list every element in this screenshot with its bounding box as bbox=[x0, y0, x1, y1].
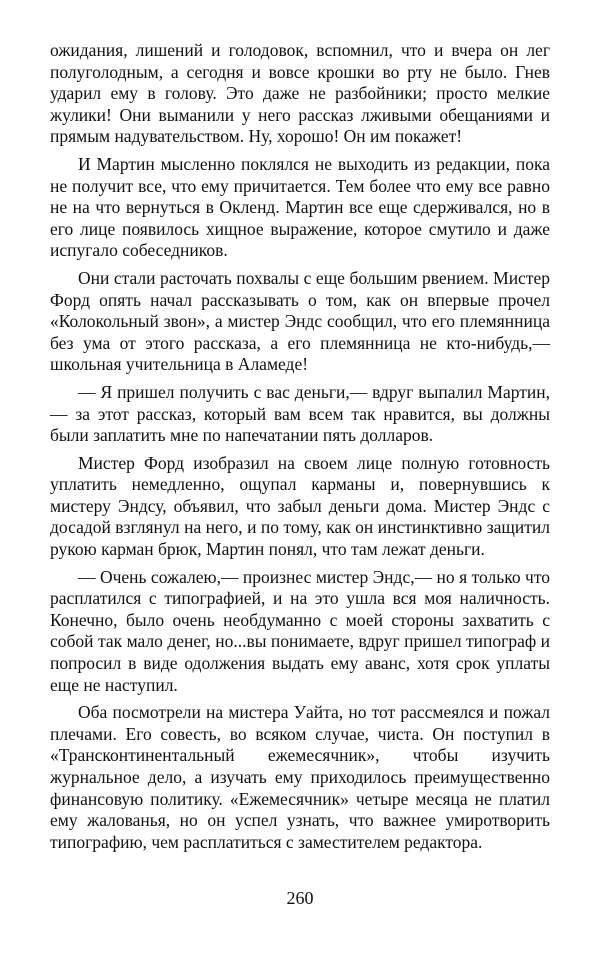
page-body bbox=[50, 40, 550, 859]
paragraph: Они стали расточать похвалы с еще большим рвением. Мистер Форд опять начал рассказывать о том, как он впервые прочел «Колокольный звон», а мистер Эндс сообщил, что его племянница без ума от этого рассказа, а его племянница не кто-нибудь,— школьная учительница в Аламеде! bbox=[50, 267, 550, 375]
paragraph: Мистер Форд изобразил на своем лице полную готовность уплатить немедленно, ощупал карманы и, повернувшись к мистеру Эндсу, объявил, что забыл деньги дома. Мистер Эндс с досадой взглянул на него, и по тому, как он инстинктивно защитил рукою карман брюк, Мартин понял, что там лежат деньги. bbox=[50, 452, 550, 560]
paragraph: И Мартин мысленно поклялся не выходить из редакции, пока не получит все, что ему причитается. Тем более что ему все равно не на что вернуться в Окленд. Мартин все еще сдерживался, но в его лице появилось хищное выражение, которое смутило и даже испугало собеседников. bbox=[50, 153, 550, 261]
dialogue-paragraph: — Я пришел получить с вас деньги,— вдруг выпалил Мартин,— за этот рассказ, который вам всем так нравится, вы должны были заплатить мне по напечатании пять долларов. bbox=[50, 381, 550, 446]
dialogue-paragraph: — Очень сожалею,— произнес мистер Эндс,— но я только что расплатился с типографией, и на это ушла вся моя наличность. Конечно, было очень необдуманно с моей стороны захватить с собой так мало денег, но...вы понимаете, вдруг пришел типограф и попросил в виде одолжения выдать ему аванс, хотя срок уплаты еще не наступил. bbox=[50, 566, 550, 695]
paragraph: Оба посмотрели на мистера Уайта, но тот рассмеялся и пожал плечами. Его совесть, во всяком случае, чиста. Он поступил в «Трансконтинентальный ежемесячник», чтобы изучить журнальное дело, а изучать ему приходилось преимущественно финансовую политику. «Ежемесячник» четыре месяца не платил ему жалованья, но он успел узнать, что важнее умиротворить типографию, чем расплатиться с заместителем редактора. bbox=[50, 702, 550, 852]
page-number: 260 bbox=[286, 888, 314, 908]
paragraph-continuation: ожидания, лишений и голодовок, вспомнил, что и вчера он лег полуголодным, а сегодня и вовсе крошки во рту не было. Гнев ударил ему в голову. Это даже не разбойники; просто мелкие жулики! Они выманили у него рассказ лживыми обещаниями и прямым надувательством. Ну, хорошо! Он им покажет! bbox=[50, 40, 550, 147]
